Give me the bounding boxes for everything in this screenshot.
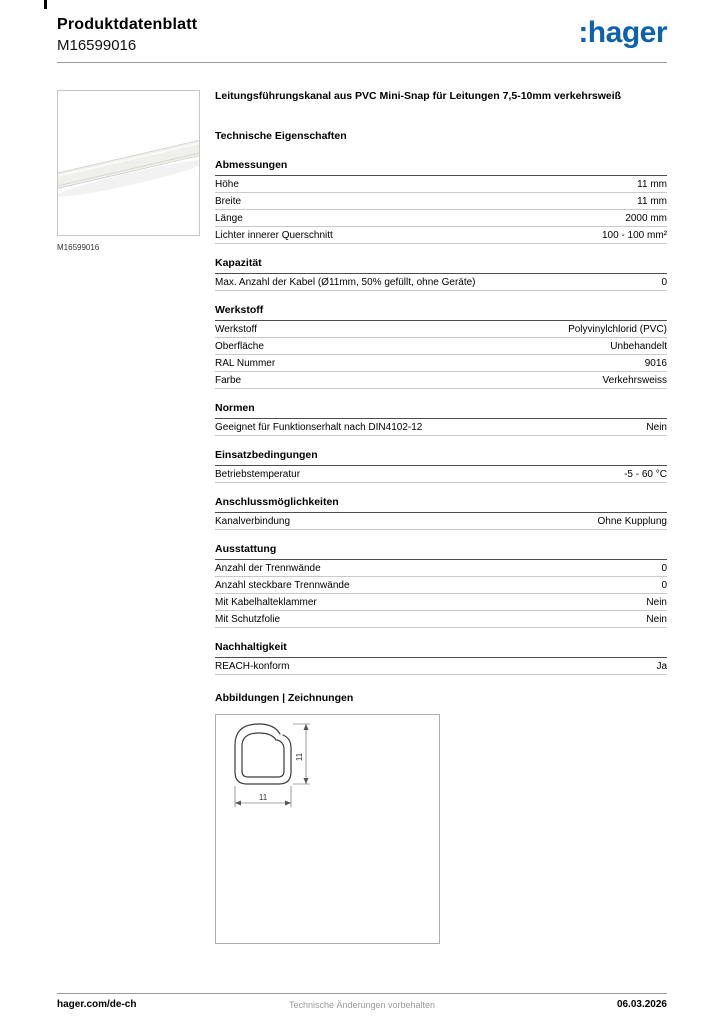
spec-row [215,594,667,611]
spec-row [215,355,667,372]
spec-row [215,274,667,291]
spec-value: Unbehandelt [610,341,667,353]
spec-label: Betriebstemperatur [215,469,301,481]
spec-value: 2000 mm [625,213,667,225]
width-dimension-label: 11 [258,793,268,803]
footer-divider [57,993,667,994]
doc-title: Produktdatenblatt [57,16,198,33]
spec-value: 0 [661,563,667,575]
product-title: Leitungsführungskanal aus PVC Mini-Snap für Leitungen 7,5-10mm verkehrsweiß [215,90,622,102]
spec-row [215,338,667,355]
spec-value: Verkehrsweiss [602,375,667,387]
spec-section [215,496,667,530]
product-photo [58,91,199,235]
spec-value: 0 [661,580,667,592]
spec-section-title: Nachhaltigkeit [215,641,667,658]
spec-section [215,543,667,628]
spec-label: Lichter innerer Querschnitt [215,230,333,242]
spec-value: 0 [661,277,667,289]
tech-properties-title: Technische Eigenschaften [215,130,347,143]
spec-value: Polyvinylchlorid (PVC) [568,324,667,336]
spec-label: REACH-konform [215,661,290,673]
spec-sections [215,159,667,675]
spec-section [215,449,667,483]
spec-label: Länge [215,213,243,225]
drawings-title: Abbildungen | Zeichnungen [215,692,354,705]
crop-mark [44,0,47,9]
spec-section-title: Werkstoff [215,304,667,321]
spec-row [215,176,667,193]
spec-section [215,641,667,675]
spec-section-title: Normen [215,402,667,419]
spec-label: RAL Nummer [215,358,276,370]
spec-row [215,227,667,244]
spec-label: Kanalverbindung [215,516,291,528]
spec-label: Werkstoff [215,324,257,336]
spec-section-title: Kapazität [215,257,667,274]
spec-value: Nein [646,597,667,609]
spec-value: Ja [656,661,667,673]
spec-value: Ohne Kupplung [597,516,667,528]
spec-row [215,658,667,675]
footer-url[interactable]: hager.com/de-ch [57,999,137,1010]
spec-section-title: Einsatzbedingungen [215,449,667,466]
spec-value: 11 mm [637,179,667,191]
spec-label: Breite [215,196,242,208]
spec-label: Anzahl der Trennwände [215,563,321,575]
spec-row [215,321,667,338]
spec-section-title: Ausstattung [215,543,667,560]
technical-drawing-box [215,714,440,944]
header-product-id: M16599016 [57,37,137,54]
spec-row [215,466,667,483]
spec-label: Höhe [215,179,239,191]
spec-label: Mit Kabelhalteklammer [215,597,317,609]
spec-row [215,210,667,227]
spec-row [215,577,667,594]
spec-row [215,513,667,530]
spec-label: Max. Anzahl der Kabel (Ø11mm, 50% gefüllt, ohne Geräte) [215,277,476,289]
main-content [215,90,667,944]
product-image [57,90,200,236]
spec-value: -5 - 60 °C [624,469,667,481]
header-divider [57,62,667,63]
spec-section [215,159,667,244]
spec-value: 9016 [644,358,667,370]
height-dimension-label: 11 [295,752,304,762]
footer-notice: Technische Änderungen vorbehalten [288,1000,436,1010]
spec-value: 11 mm [637,196,667,208]
spec-section [215,257,667,291]
spec-row [215,372,667,389]
spec-row [215,193,667,210]
spec-label: Mit Schutzfolie [215,614,281,626]
footer-date: 06.03.2026 [616,999,667,1010]
spec-section [215,304,667,389]
header [57,16,667,54]
spec-section-title: Abmessungen [215,159,667,176]
product-image-caption: M16599016 [57,243,100,252]
spec-label: Oberfläche [215,341,264,353]
spec-section-title: Anschlussmöglichkeiten [215,496,667,513]
spec-value: 100 - 100 mm² [601,230,667,242]
spec-row [215,560,667,577]
spec-label: Geeignet für Funktionserhalt nach DIN4102-12 [215,422,423,434]
cross-section-drawing [216,715,439,943]
spec-value: Nein [646,422,667,434]
spec-section [215,402,667,436]
spec-row [215,611,667,628]
hager-logo: :hager [578,16,667,49]
spec-label: Farbe [215,375,242,387]
spec-label: Anzahl steckbare Trennwände [215,580,350,592]
product-image-column [57,90,200,252]
spec-row [215,419,667,436]
spec-value: Nein [646,614,667,626]
